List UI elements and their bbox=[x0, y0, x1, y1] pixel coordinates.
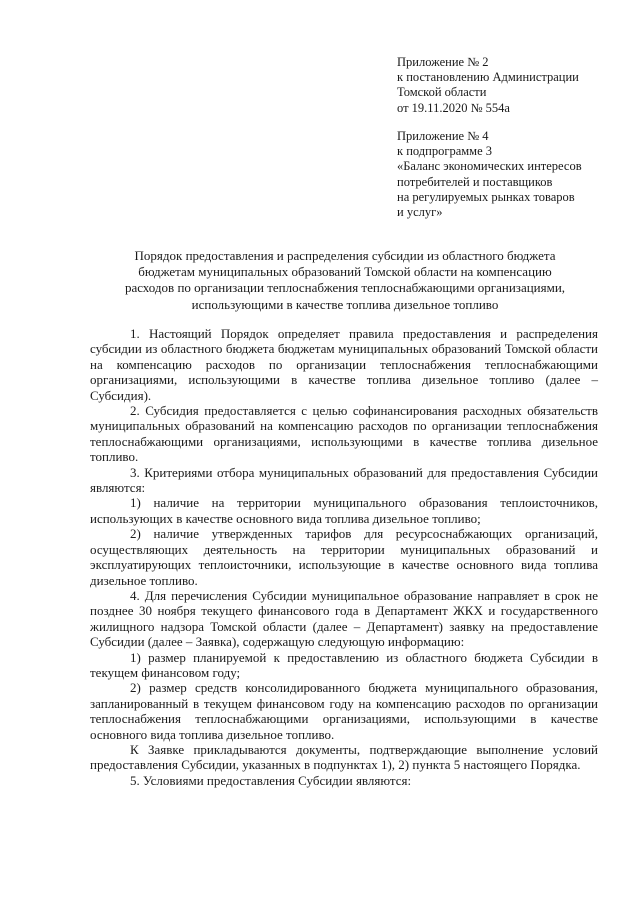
paragraph-4-note: К Заявке прикладываются документы, подтверждающие выполнение условий предоставления Субсидии, указанных в подпунктах 1), 2) пункта 5 настоящего Порядка. bbox=[90, 741, 598, 773]
title-line: бюджетам муниципальных образований Томской области на компенсацию bbox=[138, 264, 552, 280]
appendix-4-line: потребителей и поставщиков bbox=[397, 174, 553, 189]
appendix-2-line: от 19.11.2020 № 554а bbox=[397, 100, 510, 115]
title-line: расходов по организации теплоснабжения теплоснабжающими организациями, bbox=[124, 280, 566, 296]
appendix-2-header bbox=[397, 55, 579, 116]
title-line: Порядок предоставления и распределения субсидии из областного бюджета bbox=[134, 248, 556, 263]
paragraph-4-item-2: 2) размер средств консолидированного бюджета муниципального образования, запланированный в текущем финансовом году на компенсацию расходов по организации теплоснабжения теплоснабжающими организациями, использующими в качестве основного вида топлива дизельное топливо. bbox=[90, 680, 598, 742]
paragraph-3-item-2: 2) наличие утвержденных тарифов для ресурсоснабжающих организаций, осуществляющих деятельность на территории муниципальных образований и эксплуатирующих теплоисточники, использующие в качестве основного вида топлива дизельное топливо. bbox=[90, 526, 598, 588]
appendix-4-line: и услуг» bbox=[397, 205, 443, 220]
appendix-4-line: к подпрограмме 3 bbox=[397, 144, 492, 159]
paragraph-3: 3. Критериями отбора муниципальных образований для предоставления Субсидии являются: bbox=[90, 464, 598, 496]
paragraph-2: 2. Субсидия предоставляется с целью софинансирования расходных обязательств муниципальных образований на компенсацию расходов по организации теплоснабжения теплоснабжающими организациями, использующими в качестве топлива дизельное топливо. bbox=[90, 403, 598, 465]
title-line: использующими в качестве топлива дизельное топливо bbox=[191, 296, 499, 312]
paragraph-4-item-1: 1) размер планируемой к предоставлению из областного бюджета Субсидии в текущем финансовом году; bbox=[90, 649, 598, 680]
paragraph-1: 1. Настоящий Порядок определяет правила предоставления и распределения субсидии из областного бюджета бюджетам муниципальных образований Томской области на компенсацию расходов по организации теплоснабжения теплоснабжающими организациями, использующими в качестве топлива дизельное топливо (далее – Субсидия). bbox=[90, 326, 598, 403]
paragraph-5: 5. Условиями предоставления Субсидии являются: bbox=[130, 772, 412, 788]
appendix-4-line: Приложение № 4 bbox=[397, 129, 489, 143]
document-title bbox=[90, 248, 600, 313]
appendix-2-line: Томской области bbox=[397, 85, 487, 100]
paragraph-4: 4. Для перечисления Субсидии муниципальное образование направляет в срок не позднее 30 ноября текущего финансового года в Департамент ЖКХ и государственного жилищного надзора Томской области (далее – Департамент) заявку на предоставление Субсидии (далее – Заявка), содержащую следующую информацию: bbox=[90, 587, 598, 650]
appendix-4-line: «Баланс экономических интересов bbox=[397, 159, 582, 174]
appendix-4-header bbox=[397, 129, 582, 220]
document-body bbox=[90, 326, 598, 788]
appendix-2-line: Приложение № 2 bbox=[397, 55, 489, 69]
appendix-4-line: на регулируемых рынках товаров bbox=[397, 189, 575, 204]
paragraph-3-item-1: 1) наличие на территории муниципального образования теплоисточников, использующих в качестве основного вида топлива дизельное топливо; bbox=[90, 495, 598, 526]
appendix-2-line: к постановлению Администрации bbox=[397, 70, 579, 85]
